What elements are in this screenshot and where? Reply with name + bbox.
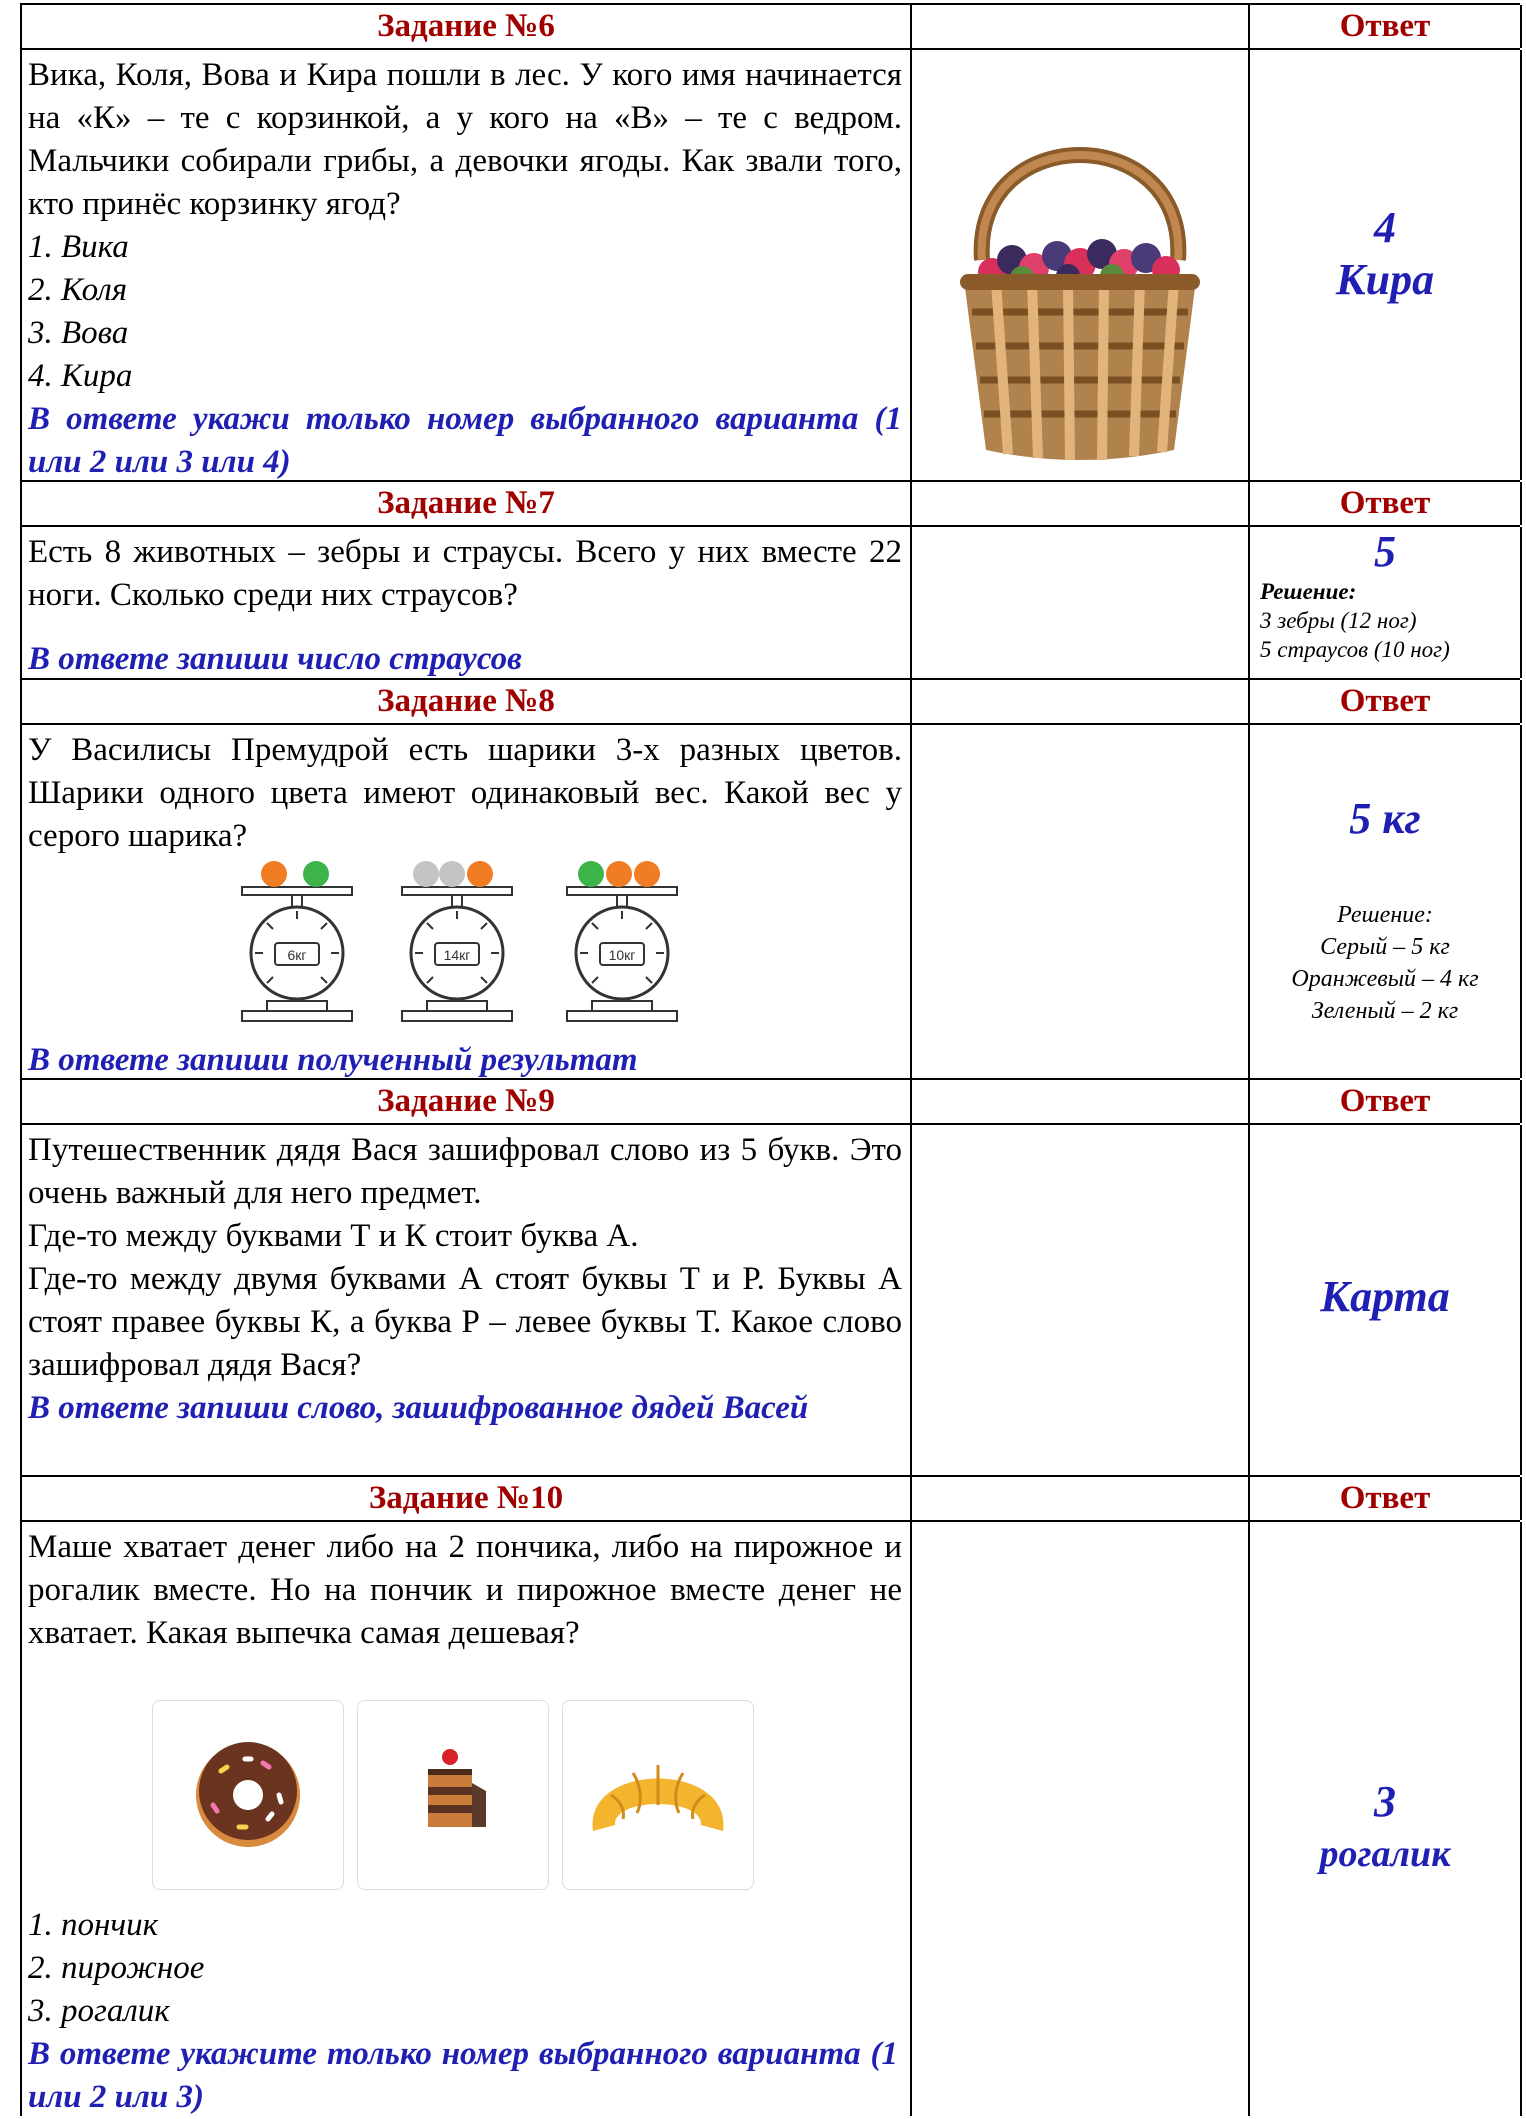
solution-label: Решение: — [1337, 902, 1433, 928]
pastry-images — [152, 1700, 762, 1892]
task-8 — [20, 678, 1520, 1078]
question-cell — [22, 725, 910, 1078]
cake-icon — [358, 1701, 548, 1889]
solution-line: Оранжевый – 4 кг — [1291, 966, 1479, 992]
question-cell — [22, 1125, 910, 1475]
scale-icon — [242, 861, 352, 1021]
solution-line: 3 зебры (12 ног) — [1260, 608, 1417, 633]
answer-word: рогалик — [1319, 1833, 1451, 1875]
instruction: В ответе укажи только номер выбранного варианта (1 или 2 или 3 или 4) — [28, 401, 902, 480]
question-cell — [22, 527, 910, 678]
answer-value: 5 кг — [1349, 794, 1421, 843]
question-cell — [22, 50, 910, 480]
question-text: У Василисы Премудрой есть шарики 3-х разных цветов. Шарики одного цвета имеют одинаковый вес. Какой вес у серого шарика? — [28, 732, 902, 854]
solution-label: Решение: — [1260, 579, 1357, 604]
question-text: Маше хватает денег либо на 2 пончика, либо на пирожное и рогалик вместе. Но на пончик и пирожное вместе денег не хватает. Какая выпечка самая дешевая? — [28, 1529, 902, 1651]
donut-icon — [153, 1701, 343, 1889]
worksheet — [20, 3, 1520, 2116]
option: 2. пирожное — [28, 1950, 205, 1986]
scale-label: 14кг — [443, 947, 471, 963]
answer-value: Карта — [1320, 1272, 1450, 1321]
task-body — [22, 527, 1520, 678]
task-title: Задание №10 — [368, 1480, 564, 1516]
answer-cell — [1248, 527, 1522, 678]
answer-cell — [1248, 725, 1522, 1078]
basket-icon — [912, 50, 1248, 480]
scale-label: 10кг — [608, 947, 636, 963]
answer-header: Ответ — [1248, 5, 1522, 48]
instruction: В ответе запиши полученный результат — [28, 1042, 638, 1078]
answer-header: Ответ — [1248, 482, 1522, 525]
task-header — [22, 480, 1520, 527]
answer-header: Ответ — [1248, 1080, 1522, 1123]
task-10 — [20, 1475, 1520, 2116]
answer-cell — [1248, 1125, 1522, 1475]
task-body — [22, 725, 1520, 1078]
task-body — [22, 1522, 1520, 2116]
task-body — [22, 50, 1520, 480]
task-header — [22, 678, 1520, 725]
question-text: Путешественник дядя Вася зашифровал слово из 5 букв. Это очень важный для него предмет. — [28, 1132, 902, 1211]
answer-number: 3 — [1374, 1777, 1396, 1826]
task-6 — [20, 3, 1520, 480]
option: 4. Кира — [28, 358, 133, 394]
scales-illustration — [232, 857, 692, 1037]
instruction: В ответе запиши слово, зашифрованное дядей Васей — [28, 1390, 809, 1426]
task-header — [22, 3, 1520, 50]
question-cell — [22, 1522, 910, 2116]
task-title: Задание №9 — [377, 1083, 555, 1119]
image-cell — [910, 50, 1248, 480]
answer-number: 4 — [1374, 203, 1396, 252]
instruction: В ответе запиши число страусов — [28, 641, 522, 677]
instruction: В ответе укажите только номер выбранного варианта (1 или 2 или 3) — [28, 2036, 898, 2115]
answer-header: Ответ — [1248, 1477, 1522, 1520]
solution-line: Зеленый – 2 кг — [1311, 998, 1459, 1024]
question-text: Вика, Коля, Вова и Кира пошли в лес. У кого имя начинается на «К» – те с корзинкой, а у кого на «В» – те с ведром. Мальчики собирали грибы, а девочки ягоды. Как звали того, кто принёс корзинку ягод? — [28, 57, 902, 222]
question-text: Есть 8 животных – зебры и страусы. Всего у них вместе 22 ноги. Сколько среди них страусов? — [28, 534, 902, 613]
answer-cell — [1248, 1522, 1522, 2116]
task-9 — [20, 1078, 1520, 1475]
task-7 — [20, 480, 1520, 678]
question-text: Где-то между буквами Т и К стоит буква А. — [28, 1218, 639, 1254]
question-text: Где-то между двумя буквами А стоят буквы Т и Р. Буквы А стоят правее буквы К, а буква Р – левее буквы Т. Какое слово зашифровал дядя Вася? — [28, 1261, 902, 1383]
solution-line: 5 страусов (10 ног) — [1260, 637, 1450, 662]
task-title: Задание №8 — [377, 683, 555, 719]
option: 3. Вова — [28, 315, 129, 351]
solution-line: Серый – 5 кг — [1320, 934, 1450, 960]
task-header — [22, 1078, 1520, 1125]
scale-icon — [567, 861, 677, 1021]
task-header — [22, 1475, 1520, 1522]
option: 3. рогалик — [28, 1993, 170, 2029]
croissant-icon — [563, 1701, 753, 1889]
scale-icon — [402, 861, 512, 1021]
option: 2. Коля — [28, 272, 128, 308]
task-title: Задание №6 — [377, 8, 555, 44]
answer-value: 5 — [1374, 527, 1396, 576]
task-body — [22, 1125, 1520, 1475]
answer-word: Кира — [1335, 255, 1435, 304]
option: 1. Вика — [28, 229, 129, 265]
scale-label: 6кг — [287, 947, 307, 963]
answer-cell — [1248, 50, 1522, 480]
option: 1. пончик — [28, 1907, 159, 1943]
task-title: Задание №7 — [377, 485, 555, 521]
answer-header: Ответ — [1248, 680, 1522, 723]
